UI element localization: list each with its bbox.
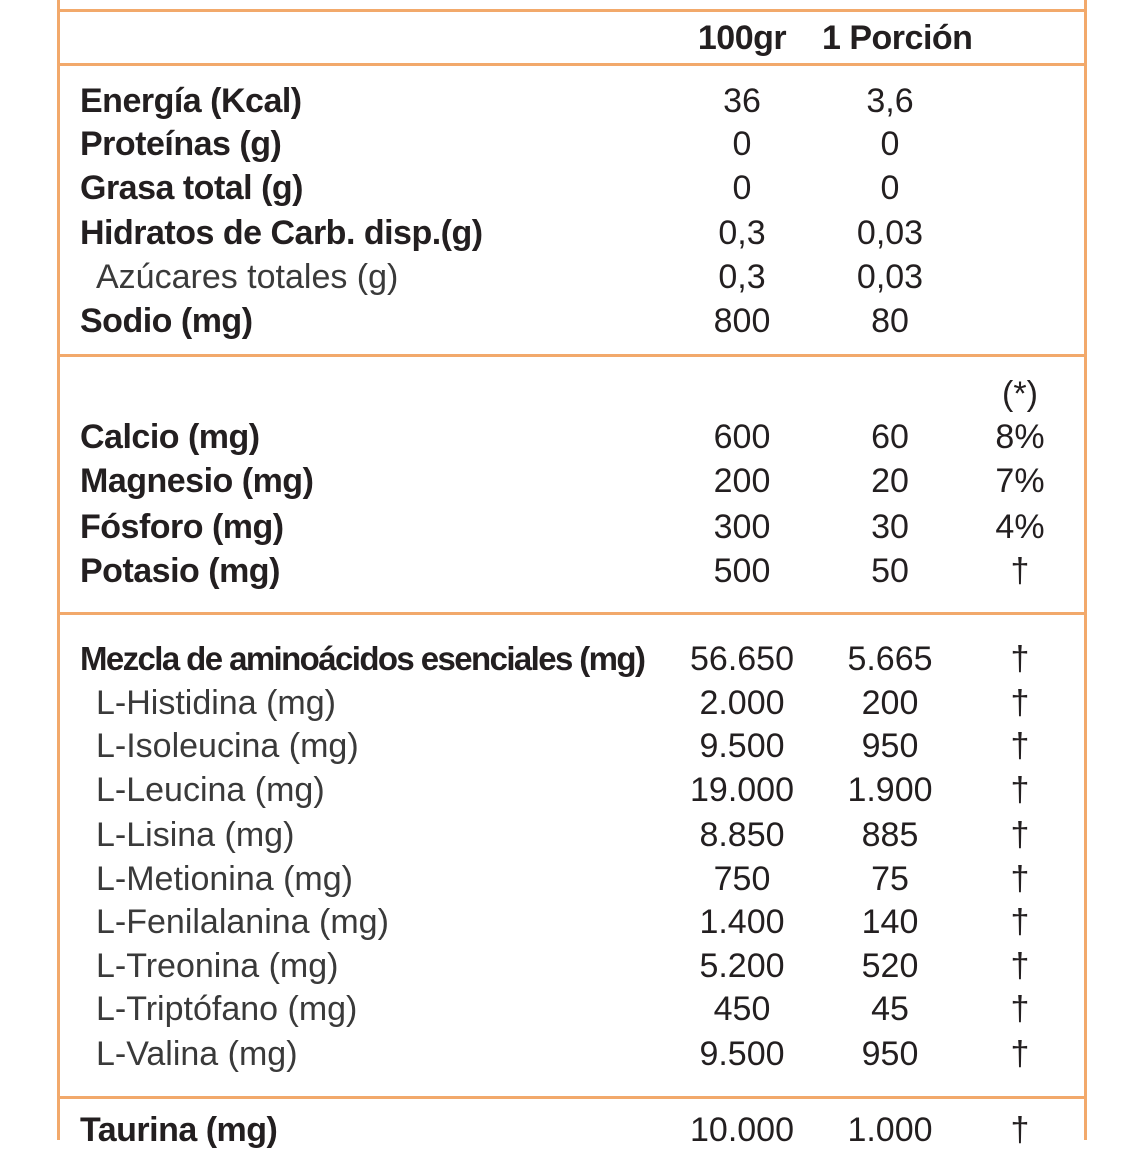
value-percent: 7% [995,462,1045,500]
value-100gr: 0 [732,169,752,207]
row-label: L-Valina (mg) [96,1035,298,1073]
value-100gr: 500 [713,552,771,590]
value-percent: † [1010,1111,1030,1149]
column-header-portion: 1 Porción [822,19,973,57]
divider-aminos [57,1096,1087,1099]
table-row [0,813,1140,857]
table-row [0,768,1140,812]
row-label: Sodio (mg) [80,302,253,340]
value-percent: † [1010,1035,1030,1073]
value-100gr: 19.000 [690,771,794,809]
column-header-100gr: 100gr [697,19,787,57]
value-percent: † [1010,771,1030,809]
value-100gr: 1.400 [699,903,785,941]
row-label: L-Lisina (mg) [96,816,295,854]
table-row [0,415,1140,459]
value-percent: 8% [995,418,1045,456]
value-portion: 0 [880,125,900,163]
value-100gr: 450 [713,990,771,1028]
value-percent: 4% [995,508,1045,546]
value-percent: † [1010,816,1030,854]
value-100gr: 36 [723,82,761,120]
table-row [0,900,1140,944]
value-percent: † [1010,903,1030,941]
row-label: Magnesio (mg) [80,462,314,500]
value-100gr: 8.850 [699,816,785,854]
taurine-row [0,1108,1140,1152]
table-row [0,299,1140,343]
value-100gr: 56.650 [690,640,794,678]
table-row [0,1032,1140,1076]
value-100gr: 0,3 [718,258,766,296]
value-portion: 80 [871,302,909,340]
table-row [0,724,1140,768]
value-100gr: 9.500 [699,727,785,765]
row-label: L-Metionina (mg) [96,860,353,898]
value-100gr: 10.000 [690,1111,794,1149]
table-row [0,944,1140,988]
row-label: L-Histidina (mg) [96,684,336,722]
table-row [0,211,1140,255]
value-100gr: 750 [713,860,771,898]
table-row [0,505,1140,549]
minerals-note-row [0,372,1140,416]
table-row [0,549,1140,593]
value-100gr: 0,3 [718,214,766,252]
value-portion: 60 [871,418,909,456]
row-label: Fósforo (mg) [80,508,284,546]
row-label: L-Triptófano (mg) [96,990,358,1028]
value-100gr: 9.500 [699,1035,785,1073]
minerals-note: (*) [1002,375,1038,413]
value-portion: 1.900 [847,771,933,809]
row-label: Hidratos de Carb. disp.(g) [80,214,483,252]
value-portion: 520 [861,947,919,985]
value-portion: 75 [871,860,909,898]
value-100gr: 600 [713,418,771,456]
row-label: L-Isoleucina (mg) [96,727,359,765]
value-portion: 3,6 [866,82,914,120]
value-percent: † [1010,684,1030,722]
value-100gr: 0 [732,125,752,163]
value-100gr: 200 [713,462,771,500]
value-percent: † [1010,990,1030,1028]
value-portion: 950 [861,1035,919,1073]
value-portion: 200 [861,684,919,722]
value-portion: 0,03 [856,214,924,252]
value-portion: 0,03 [856,258,924,296]
value-portion: 0 [880,169,900,207]
table-row [0,122,1140,166]
value-percent: † [1010,552,1030,590]
table-row [0,255,1140,299]
value-100gr: 5.200 [699,947,785,985]
amino-total-row [0,637,1140,681]
value-portion: 20 [871,462,909,500]
row-label: Grasa total (g) [80,169,303,207]
value-percent: † [1010,947,1030,985]
table-header-row [0,16,1140,60]
row-label: Azúcares totales (g) [96,258,399,296]
row-label: Mezcla de aminoácidos esenciales (mg) [80,640,645,677]
value-100gr: 2.000 [699,684,785,722]
value-portion: 45 [871,990,909,1028]
value-portion: 50 [871,552,909,590]
table-row [0,681,1140,725]
row-label: Energía (Kcal) [80,82,302,120]
value-portion: 1.000 [847,1111,933,1149]
divider-header [57,63,1087,66]
value-100gr: 300 [713,508,771,546]
row-label: Taurina (mg) [80,1111,278,1149]
value-100gr: 800 [713,302,771,340]
row-label: L-Treonina (mg) [96,947,339,985]
row-label: Proteínas (g) [80,125,282,163]
table-row [0,79,1140,123]
table-row [0,459,1140,503]
value-portion: 885 [861,816,919,854]
value-portion: 140 [861,903,919,941]
value-percent: † [1010,640,1030,678]
value-percent: † [1010,727,1030,765]
row-label: Calcio (mg) [80,418,260,456]
table-row [0,857,1140,901]
divider-minerals [57,612,1087,615]
table-row [0,987,1140,1031]
row-label: L-Fenilalanina (mg) [96,903,389,941]
row-label: Potasio (mg) [80,552,280,590]
value-percent: † [1010,860,1030,898]
value-portion: 30 [871,508,909,546]
value-portion: 950 [861,727,919,765]
divider-macros [57,354,1087,357]
table-row [0,166,1140,210]
row-label: L-Leucina (mg) [96,771,325,809]
divider-top [57,9,1087,12]
value-portion: 5.665 [847,640,933,678]
